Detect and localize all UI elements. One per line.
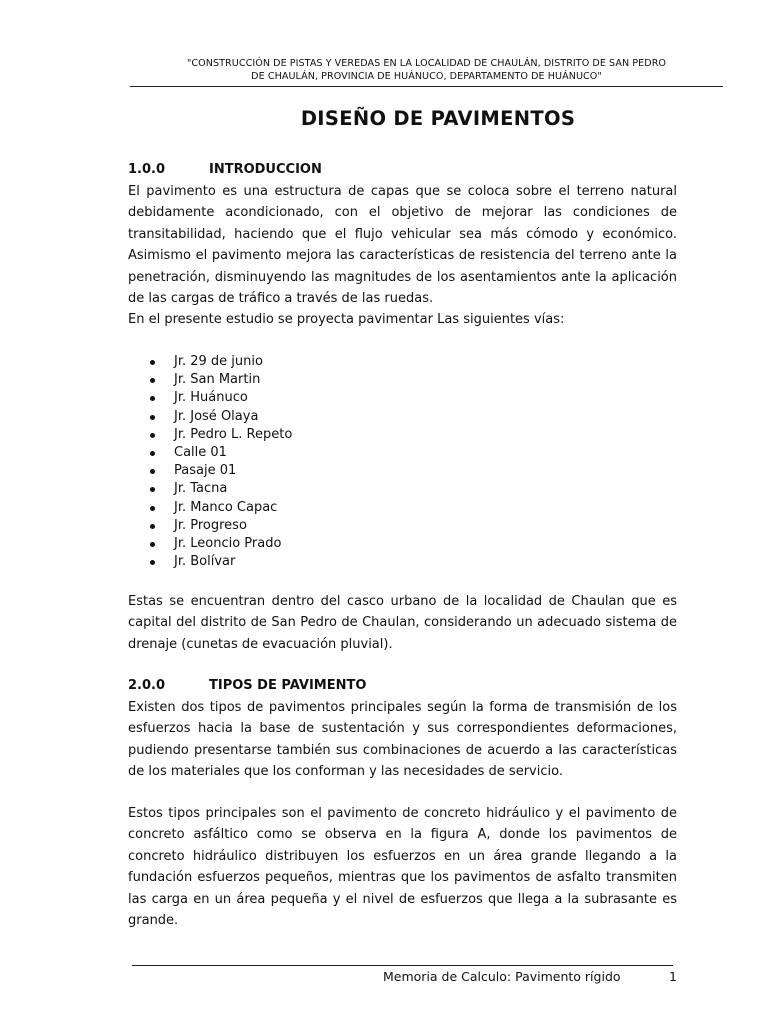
street-list: [128, 353, 292, 571]
concrete-paragraph: [128, 803, 677, 931]
paragraph-line: Asimismo el pavimento mejora las características de resistencia del terreno ante la: [128, 248, 677, 264]
paragraph-line: El pavimento es una estructura de capas que se coloca sobre el terreno natural: [128, 184, 677, 199]
list-item: Jr. San Martin: [128, 371, 292, 389]
footer-label: Memoria de Calculo: Pavimento rígido: [383, 969, 621, 984]
section-heading-introduccion: [128, 162, 322, 177]
list-item: Jr. 29 de junio: [128, 353, 292, 371]
list-item: Jr. Manco Capac: [128, 499, 292, 517]
paragraph-line: de los materiales que los conforman y las necesidades de servicio.: [128, 764, 563, 780]
list-item: Calle 01: [128, 444, 292, 462]
header-divider: [130, 86, 723, 87]
page-number: 1: [669, 969, 677, 984]
paragraph-line: pudiendo presentarse también sus combinaciones de acuerdo a las características: [128, 742, 677, 758]
header-line-2: DE CHAULÁN, PROVINCIA DE HUÁNUCO, DEPARTAMENTO DE HUÁNUCO": [251, 71, 602, 82]
paragraph-line: transitabilidad, haciendo que el flujo vehicular sea más cómodo y económico.: [128, 226, 677, 242]
section-number: 2.0.0: [128, 678, 166, 693]
paragraph-line: de las cargas de tráfico a través de las ruedas.: [128, 291, 434, 307]
paragraph-line: esfuerzos hacia la base de sustentación y sus correspondientes deformaciones,: [128, 721, 677, 737]
list-item: Jr. Tacna: [128, 480, 292, 498]
list-item: Pasaje 01: [128, 462, 292, 480]
types-paragraph: [128, 697, 677, 783]
list-item: Jr. José Olaya: [128, 408, 292, 426]
paragraph-line: capital del distrito de San Pedro de Chaulan, considerando un adecuado sistema de: [128, 615, 677, 631]
section-heading-tipos: [128, 678, 366, 693]
list-item: Jr. Pedro L. Repeto: [128, 426, 292, 444]
paragraph-line: drenaje (cunetas de evacuación pluvial).: [128, 636, 393, 652]
paragraph-line: concreto hidráulico distribuyen los esfuerzos en un área grande llegando a la: [128, 848, 677, 864]
paragraph-line: Existen dos tipos de pavimentos principales según la forma de transmisión de los: [128, 700, 677, 715]
document-header: [130, 57, 723, 83]
section-title: TIPOS DE PAVIMENTO: [209, 678, 367, 693]
paragraph-line: Estos tipos principales son el pavimento de concreto hidráulico y el pavimento de: [128, 806, 677, 821]
paragraph-line: las carga en un área pequeña y el nivel de esfuerzos que llega a la subrasante es: [128, 891, 677, 907]
page-title: DISEÑO DE PAVIMENTOS: [300, 107, 576, 130]
location-paragraph: [128, 591, 677, 655]
paragraph-line: penetración, disminuyendo las magnitudes de los asentamientos ante la aplicación: [128, 269, 677, 285]
intro-paragraph: [128, 181, 677, 331]
list-item: Jr. Bolívar: [128, 553, 292, 571]
paragraph-line: En el presente estudio se proyecta pavimentar Las siguientes vías:: [128, 312, 565, 328]
paragraph-line: Estas se encuentran dentro del casco urbano de la localidad de Chaulan que es: [128, 594, 677, 609]
paragraph-line: concreto asfáltico como se observa en la figura A, donde los pavimentos de: [128, 827, 677, 843]
list-item: Jr. Huánuco: [128, 389, 292, 407]
list-item: Jr. Progreso: [128, 517, 292, 535]
paragraph-line: fundación esfuerzos pequeños, mientras que los pavimentos de asfalto transmiten: [128, 870, 677, 886]
paragraph-line: grande.: [128, 913, 179, 929]
header-line-1: "CONSTRUCCIÓN DE PISTAS Y VEREDAS EN LA LOCALIDAD DE CHAULÁN, DISTRITO DE SAN PEDRO: [186, 58, 667, 69]
paragraph-line: debidamente acondicionado, con el objetivo de mejorar las condiciones de: [128, 205, 677, 221]
list-item: Jr. Leoncio Prado: [128, 535, 292, 553]
section-title: INTRODUCCION: [209, 162, 322, 177]
section-number: 1.0.0: [128, 162, 166, 177]
footer-divider: [132, 965, 673, 966]
